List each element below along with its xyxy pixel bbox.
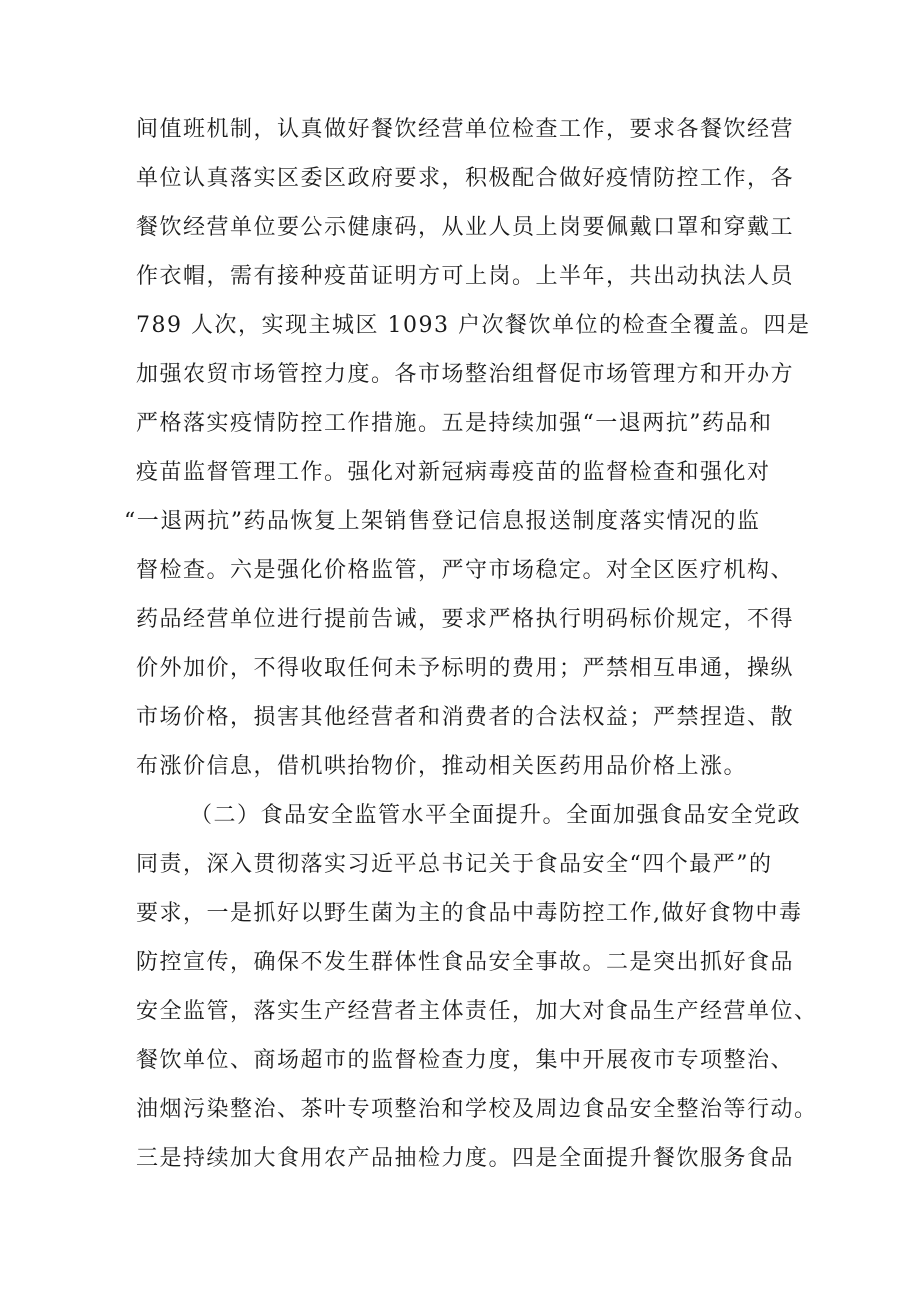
paragraph-line: 布涨价信息，借机哄抬物价，推动相关医药用品价格上涨。	[136, 754, 748, 779]
paragraph-line: 要求，一是抓好以野生菌为主的食品中毒防控工作,做好食物中毒	[136, 901, 803, 926]
paragraph-line: 疫苗监督管理工作。强化对新冠病毒疫苗的监督检查和强化对	[136, 460, 771, 485]
paragraph-line: “一退两抗”药品恢复上架销售登记信息报送制度落实情况的监	[124, 509, 761, 534]
paragraph-line: 防控宣传，确保不发生群体性食品安全事故。二是突出抓好食品	[136, 950, 795, 975]
section-heading-line: （二）食品安全监管水平全面提升。全面加强食品安全党政	[190, 803, 802, 828]
paragraph-line: 789 人次，实现主城区 1093 户次餐饮单位的检查全覆盖。四是	[136, 313, 811, 338]
paragraph-line: 价外加价，不得收取任何未予标明的费用；严禁相互串通，操纵	[136, 656, 795, 681]
paragraph-line: 间值班机制，认真做好餐饮经营单位检查工作，要求各餐饮经营	[136, 117, 795, 142]
paragraph-line: 督检查。六是强化价格监管，严守市场稳定。对全区医疗机构、	[136, 558, 795, 583]
paragraph-line: 三是持续加大食用农产品抽检力度。四是全面提升餐饮服务食品	[136, 1146, 795, 1171]
paragraph-line: 作衣帽，需有接种疫苗证明方可上岗。上半年，共出动执法人员	[136, 264, 795, 289]
paragraph-line: 加强农贸市场管控力度。各市场整治组督促市场管理方和开办方	[136, 362, 795, 387]
paragraph-line: 餐饮单位、商场超市的监督检查力度，集中开展夜市专项整治、	[136, 1048, 795, 1073]
paragraph-line: 严格落实疫情防控工作措施。五是持续加强“一退两抗”药品和	[136, 411, 773, 436]
paragraph-line: 餐饮经营单位要公示健康码，从业人员上岗要佩戴口罩和穿戴工	[136, 215, 795, 240]
paragraph-line: 油烟污染整治、茶叶专项整治和学校及周边食品安全整治等行动。	[136, 1097, 818, 1122]
paragraph-line: 同责，深入贯彻落实习近平总书记关于食品安全“四个最严”的	[136, 852, 773, 877]
paragraph-line: 市场价格，损害其他经营者和消费者的合法权益；严禁捏造、散	[136, 705, 795, 730]
paragraph-line: 安全监管，落实生产经营者主体责任，加大对食品生产经营单位、	[136, 999, 818, 1024]
paragraph-line: 药品经营单位进行提前告诫，要求严格执行明码标价规定，不得	[136, 607, 795, 632]
paragraph-line: 单位认真落实区委区政府要求，积极配合做好疫情防控工作，各	[136, 166, 795, 191]
